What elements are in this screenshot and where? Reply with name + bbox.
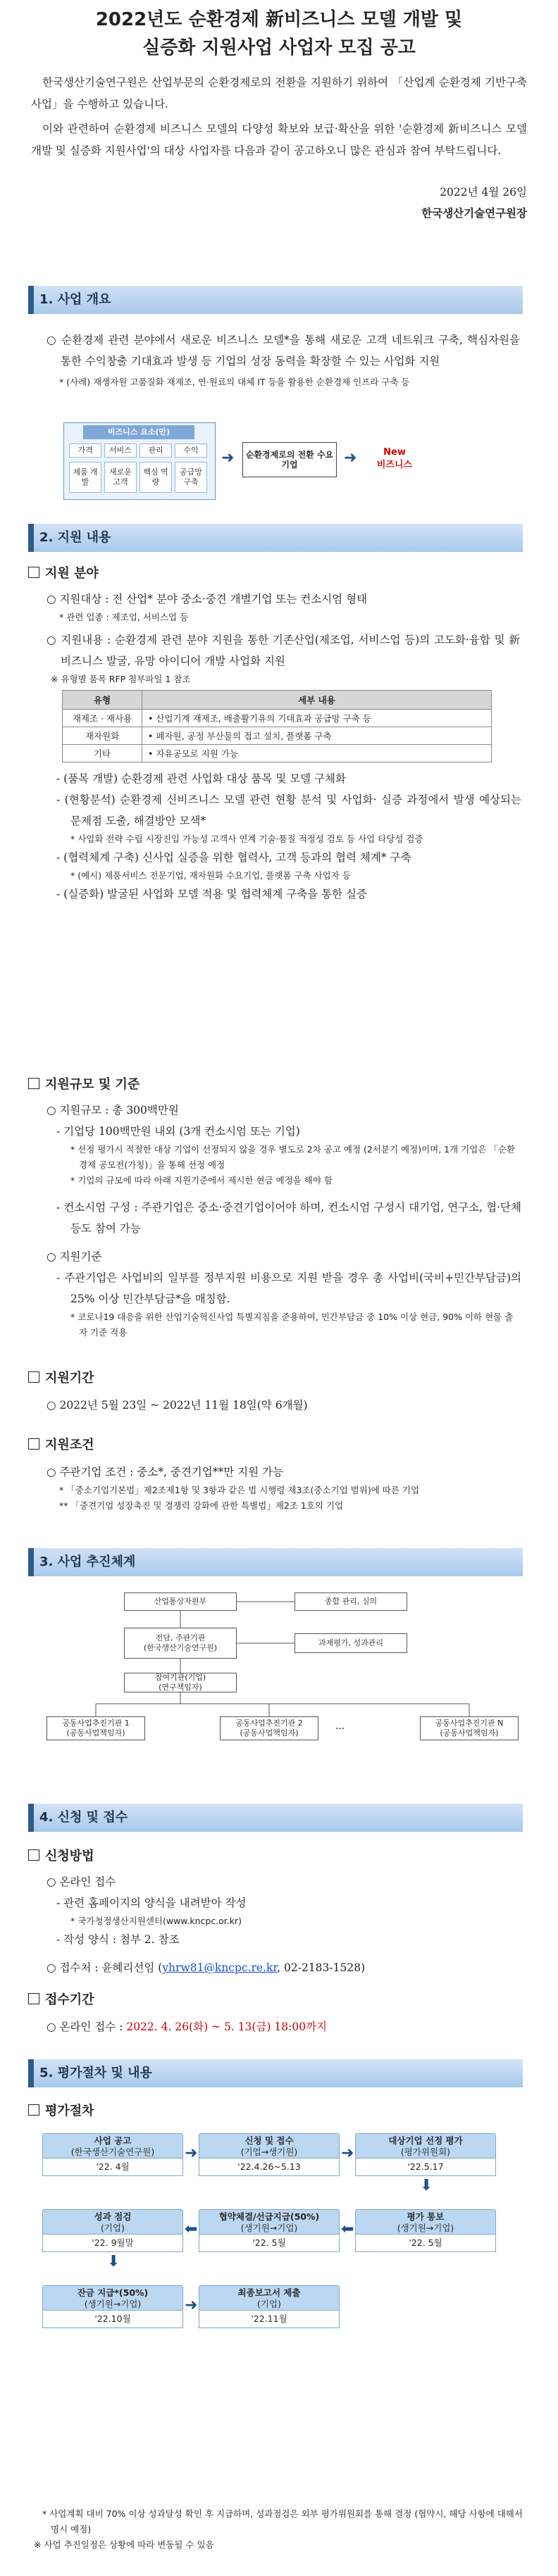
- flow-arrow-icon: ⬇: [107, 2253, 120, 2270]
- eval-step-heading: [199, 2209, 340, 2235]
- eval-step-heading: [42, 2285, 183, 2311]
- support-content: ○ 지원내용 : 순환경제 관련 분야 지원을 통한 기존산업(제조업, 서비스업 등)의 고도화·융합 및 新 비즈니스 발굴, 유망 아이디어 개발 사업화 지원: [46, 634, 520, 667]
- org-chart: [0, 1592, 558, 1804]
- eval-step-title: 평가 통보: [407, 2211, 445, 2222]
- eval-step-heading: [42, 2133, 183, 2159]
- eval-step-heading: [199, 2133, 340, 2159]
- diagram-arrow-2-icon: ➜: [344, 449, 357, 467]
- eval-step-title: 최종보고서 제출: [237, 2287, 301, 2298]
- intro-paragraph-1: 한국생산기술연구원은 산업부문의 순환경제로의 전환을 지원하기 위하여 「산업계 순환경제 기반구축사업」을 수행하고 있습니다.: [31, 76, 527, 111]
- apply-contact: [46, 1957, 520, 1978]
- support-target-note: * 관련 업종 : 제조업, 서비스업 등: [59, 612, 189, 622]
- flow-arrow-icon: ⬅: [185, 2220, 198, 2238]
- scale-basis-desc: - 주관기업은 사업비의 일부를 정부지원 비용으로 지원 받을 경우 총 사업비(국비+민간부담금)의 25% 이상 민간부담금*을 매칭함.: [56, 1271, 521, 1305]
- section-1-header: 1. 사업 개요: [28, 286, 523, 314]
- method-title-text: 신청방법: [45, 1849, 94, 1864]
- eval-step-8: [199, 2285, 340, 2328]
- flow-arrow-icon: ➜: [341, 2144, 354, 2162]
- diagram-element-1: 가격: [69, 444, 101, 458]
- period-title-text: 지원기간: [45, 1371, 94, 1386]
- eval-note-2: ※ 사업 추진일정은 상황에 따라 변동될 수 있음: [34, 2539, 214, 2550]
- eval-step-date: '22.4.26~5.13: [199, 2159, 340, 2176]
- table-row: [63, 727, 492, 745]
- eval-step-title: 잔금 지급*(50%): [77, 2287, 149, 2298]
- detail-analysis: - (현황분석) 순환경제 신비즈니스 모델 관련 현황 분석 및 사업화· 실증 과정에서 발생 예상되는 문제점 도출, 해결방안 모색*: [56, 793, 521, 827]
- support-type-table: [62, 690, 492, 762]
- eval-step-6: [42, 2209, 183, 2252]
- eval-step-actor: (기업): [257, 2299, 281, 2309]
- diagram-element-4: 수익: [175, 444, 207, 458]
- support-field-title: [28, 565, 558, 583]
- org-co-n-line-2: (공동사업책임자): [440, 1728, 499, 1738]
- checkbox-square-icon: [28, 1078, 39, 1089]
- intro-paragraph-2: 이와 관련하여 순환경제 비즈니스 모델의 다양성 확보와 보급·확산을 위한 '순환경제 新비즈니스 모델 개발 및 실증화 지원사업'의 대상 사업자를 다음과 같이 공고하오니 많은 관심과 참여 부탁드립니다.: [31, 122, 527, 157]
- support-target: ○ 지원대상 : 전 산업* 분야 중소·중견 개별기업 또는 컨소시엄 형태: [46, 593, 368, 605]
- org-ministry: 산업통상자원부: [124, 1592, 237, 1611]
- announce-date: 2022년 4월 26일: [440, 186, 527, 199]
- org-co-1: [46, 1716, 145, 1740]
- diagram-new-1: New: [383, 447, 406, 458]
- deadline-title-text: 접수기간: [45, 1992, 94, 2007]
- conditions-note-2: ** 「중견기업 성장촉진 및 경쟁력 강화에 관한 특별법」제2조 1호의 기업: [59, 1500, 344, 1511]
- eval-title-text: 평가절차: [45, 2104, 94, 2118]
- eval-step-heading: [42, 2209, 183, 2235]
- eval-step-actor: (기업): [101, 2223, 125, 2233]
- org-co-1-line-1: 공동사업추진기관 1: [62, 1719, 130, 1728]
- table-cell: 기타: [63, 745, 142, 762]
- diagram-new-business: [366, 446, 423, 472]
- eval-step-date: '22. 4월: [42, 2159, 183, 2176]
- scale-title-text: 지원규모 및 기준: [45, 1077, 140, 1092]
- contact-suffix: , 02-2183-1528): [277, 1961, 366, 1974]
- diagram-element-2: 서비스: [104, 444, 137, 458]
- diagram-detail-1: 제품 개발: [69, 462, 101, 493]
- eval-step-title: 신청 및 접수: [244, 2135, 294, 2146]
- eval-step-5: [199, 2209, 340, 2252]
- scale-consortium: - 컨소시엄 구성 : 주관기업은 중소·중견기업이어야 하며, 컨소시엄 구성시 대기업, 연구소, 협·단체 등도 참여 가능: [56, 1201, 521, 1235]
- evaluation-flow: [0, 2133, 558, 2499]
- apply-download: - 관련 홈페이지의 양식을 내려받아 작성: [56, 1897, 247, 1909]
- table-header-cell: 세부 내용: [142, 691, 492, 710]
- eval-step-actor: (기업→생기원): [240, 2147, 298, 2157]
- eval-step-heading: [355, 2209, 496, 2235]
- conditions-title-text: 지원조건: [45, 1438, 94, 1452]
- diagram-detail-3: 핵심 역량: [140, 462, 172, 493]
- diagram-detail-2: 새로운 고객: [104, 462, 137, 493]
- diagram-middle: 순환경제로의 전환 수요기업: [242, 442, 337, 477]
- contact-prefix: ○ 접수처 : 윤혜리선임 (: [46, 1961, 163, 1974]
- org-part-line-2: (연구책임자): [159, 1683, 202, 1692]
- apply-form: - 작성 양식 : 첨부 2. 참조: [56, 1933, 180, 1946]
- org-participant: [124, 1673, 237, 1692]
- checkbox-square-icon: [28, 2104, 39, 2116]
- eval-step-title: 대상기업 선정 평가: [388, 2135, 463, 2146]
- flow-arrow-icon: ➜: [185, 2144, 198, 2162]
- eval-step-3: [355, 2133, 496, 2176]
- apply-online: ○ 온라인 접수: [46, 1876, 116, 1888]
- apply-download-note: * 국가청정생산지원센터(www.kncpc.or.kr): [70, 1916, 242, 1926]
- org-lead-line-2: (한국생산기술연구원): [143, 1643, 218, 1652]
- scale-per-note-1: * 선정 평가시 적절한 대상 기업이 선정되지 않을 경우 별도로 2차 공고 예정 (2서분기 예정)이며, 1개 기업은 「순환경제 공모전(가칭)」을 통해 선정 예정: [70, 1144, 516, 1170]
- eval-step-actor: (생기원→기업): [84, 2299, 142, 2309]
- detail-cooperation: - (협력체계 구축) 신사업 실증을 위한 협력사, 고객 등과의 협력 체계* 구축: [56, 851, 411, 864]
- support-field-title-text: 지원 분야: [45, 566, 99, 581]
- title-line-2: 실증화 지원사업 사업자 모집 공고: [142, 37, 416, 58]
- table-cell: • 폐자원, 공정 부산물의 접고 설치, 플랫폼 구축: [142, 727, 492, 745]
- org-chart-lines: [0, 1592, 558, 1804]
- page-title: [0, 0, 558, 62]
- org-ellipsis: ...: [335, 1721, 345, 1732]
- detail-product: - (품목 개발) 순환경제 관련 사업화 대상 품목 및 모델 구체화: [56, 772, 346, 785]
- eval-step-4: [355, 2209, 496, 2252]
- eval-step-actor: (평가위원회): [400, 2147, 451, 2157]
- section-4-header: 4. 신청 및 접수: [28, 1804, 523, 1832]
- checkbox-square-icon: [28, 1993, 39, 2004]
- org-co-2-line-1: 공동사업추진기관 2: [235, 1719, 303, 1728]
- eval-step-2: [199, 2133, 340, 2176]
- table-cell: 재제조 · 재사용: [63, 710, 142, 727]
- eval-step-actor: (생기원→기업): [397, 2223, 454, 2233]
- checkbox-square-icon: [28, 567, 39, 578]
- org-lead-line-1: 전담, 주관기관: [155, 1633, 206, 1642]
- method-title: [28, 1847, 558, 1866]
- org-lead: [124, 1628, 237, 1659]
- conditions-title: [28, 1436, 558, 1455]
- eval-step-1: [42, 2133, 183, 2176]
- business-diagram: [63, 422, 458, 498]
- support-table-ref: ※ 유형별 품목 RFP 첨부파일 1 참조: [51, 674, 191, 684]
- eval-step-title: 협약체결/선급지급(50%): [218, 2211, 320, 2222]
- scale-title: [28, 1076, 558, 1094]
- eval-step-7: [42, 2285, 183, 2328]
- date-block: [0, 182, 558, 224]
- detail-analysis-note: * 사업화 전략 수립 시장진입 가능성 고객사 연계 기술·품질 적정성 검토 등 사업 타당성 검증: [70, 834, 423, 844]
- eval-step-title: 사업 공고: [94, 2135, 132, 2146]
- title-line-1: 2022년도 순환경제 新비즈니스 모델 개발 및: [95, 9, 463, 30]
- eval-note-1: * 사업계획 대비 70% 이상 성과달성 확인 후 지급하며, 성과점검은 외부 평가위원회를 통해 결정 (협약시, 해당 사항에 대해서 명시 예정): [42, 2508, 523, 2534]
- flow-arrow-icon: ➜: [185, 2297, 198, 2314]
- org-co-n-line-1: 공동사업추진기관 N: [435, 1719, 504, 1728]
- eval-step-actor: (생기원→기업): [240, 2223, 298, 2233]
- org-part-line-1: 참여기관(기업): [154, 1673, 206, 1682]
- deadline-text: [46, 2016, 520, 2037]
- diagram-arrow-1-icon: ➜: [221, 449, 235, 467]
- diagram-element-3: 관리: [140, 444, 172, 458]
- scale-per: - 기업당 100백만원 내외 (3개 컨소시엄 또는 기업): [56, 1125, 300, 1138]
- eval-step-date: '22.11월: [199, 2311, 340, 2328]
- eval-step-date: '22.5.17: [355, 2159, 496, 2176]
- org-co-1-line-2: (공동사업책임자): [66, 1728, 125, 1738]
- period-text: ○ 2022년 5월 23일 ~ 2022년 11월 18일(약 6개월): [46, 1399, 308, 1412]
- conditions-note-1: * 「중소기업기본법」제2조제1항 및 3항과 같은 법 시행령 제3조(중소기업 범위)에 따른 기업: [59, 1485, 420, 1495]
- flow-arrow-icon: ⬅: [341, 2220, 354, 2238]
- eval-title: [28, 2102, 558, 2121]
- eval-step-actor: (한국생산기술연구원): [70, 2147, 155, 2157]
- table-cell: 재자원화: [63, 727, 142, 745]
- table-row: [63, 745, 492, 762]
- table-cell: • 자유공모로 지원 가능: [142, 745, 492, 762]
- table-header-cell: 유형: [63, 691, 142, 710]
- org-co-2-line-2: (공동사업책임자): [240, 1728, 299, 1738]
- announce-org: 한국생산기술연구원장: [421, 206, 527, 220]
- conditions-text: ○ 주관기업 조건 : 중소*, 중견기업**만 지원 가능: [46, 1466, 283, 1478]
- scale-total: ○ 지원규모 : 총 300백만원: [46, 1104, 179, 1117]
- table-cell: • 산업기계 재제조, 배출활기유의 기대효과 공급망 구축 등: [142, 710, 492, 727]
- org-eval: 과제평가, 성과관리: [294, 1633, 407, 1653]
- scale-basis: ○ 지원기준: [46, 1250, 102, 1263]
- section-5-header: 5. 평가절차 및 내용: [28, 2059, 523, 2087]
- section-3-header: 3. 사업 추진체계: [28, 1548, 523, 1576]
- org-co-n: [420, 1716, 519, 1740]
- contact-email-link[interactable]: yhrw81@kncpc.re.kr: [162, 1961, 278, 1974]
- eval-step-title: 성과 점검: [94, 2211, 132, 2222]
- checkbox-square-icon: [28, 1371, 39, 1383]
- detail-cooperation-note: * (예시) 제품서비스 전문기업, 재자원화 수요기업, 플랫폼 구축 사업자 등: [70, 870, 351, 881]
- overview-bullet: ○ 순환경제 관련 분야에서 새로운 비즈니스 모델*을 통해 새로운 고객 네트워크 구축, 핵심자원을 통한 수익창출 기대효과 발생 등 기업의 성장 동력을 확장할 수 있는 사업화 지원: [46, 334, 520, 367]
- period-title: [28, 1369, 558, 1388]
- deadline-prefix: ○ 온라인 접수 :: [46, 2021, 127, 2033]
- diagram-new-2: 비즈니스: [376, 460, 413, 470]
- eval-step-date: '22.10월: [42, 2311, 183, 2328]
- scale-basis-note: * 코로나19 대응을 위한 산업기술혁신사업 특별지침을 준용하여, 민간부담금 중 10% 이상 현금, 90% 이하 현물 출자 기준 적용: [70, 1312, 514, 1338]
- diagram-detail-4: 공급망 구축: [175, 462, 207, 493]
- deadline-title: [28, 1991, 558, 2009]
- checkbox-square-icon: [28, 1438, 39, 1450]
- org-mgmt: 종합 관리, 심의: [294, 1592, 407, 1611]
- eval-step-date: '22. 9월말: [42, 2235, 183, 2252]
- intro: [0, 62, 558, 162]
- detail-demonstration: - (실증화) 발굴된 사업화 모델 적용 및 협력체계 구축을 통한 실증: [56, 888, 367, 900]
- table-row: [63, 710, 492, 727]
- checkbox-square-icon: [28, 1849, 39, 1861]
- eval-step-date: '22. 5월: [199, 2235, 340, 2252]
- eval-step-heading: [199, 2285, 340, 2311]
- flow-arrow-icon: ⬇: [420, 2177, 433, 2194]
- org-co-2: [220, 1716, 318, 1740]
- scale-per-note-2: * 기업의 규모에 따라 아래 지원기준에서 제시한 현금 예정을 해야 함: [70, 1175, 333, 1186]
- eval-step-date: '22. 5월: [355, 2235, 496, 2252]
- eval-step-heading: [355, 2133, 496, 2159]
- overview-note: * (사례) 재생자원 고품질화 재제조, 연·원료의 대체 IT 등을 활용한 순환경제 인프라 구축 등: [59, 377, 410, 387]
- deadline-value: 2022. 4. 26(화) ~ 5. 13(금) 18:00까지: [126, 2021, 328, 2033]
- section-2-header: 2. 지원 내용: [28, 524, 523, 552]
- diagram-header: 비즈니스 요소(안): [83, 425, 194, 439]
